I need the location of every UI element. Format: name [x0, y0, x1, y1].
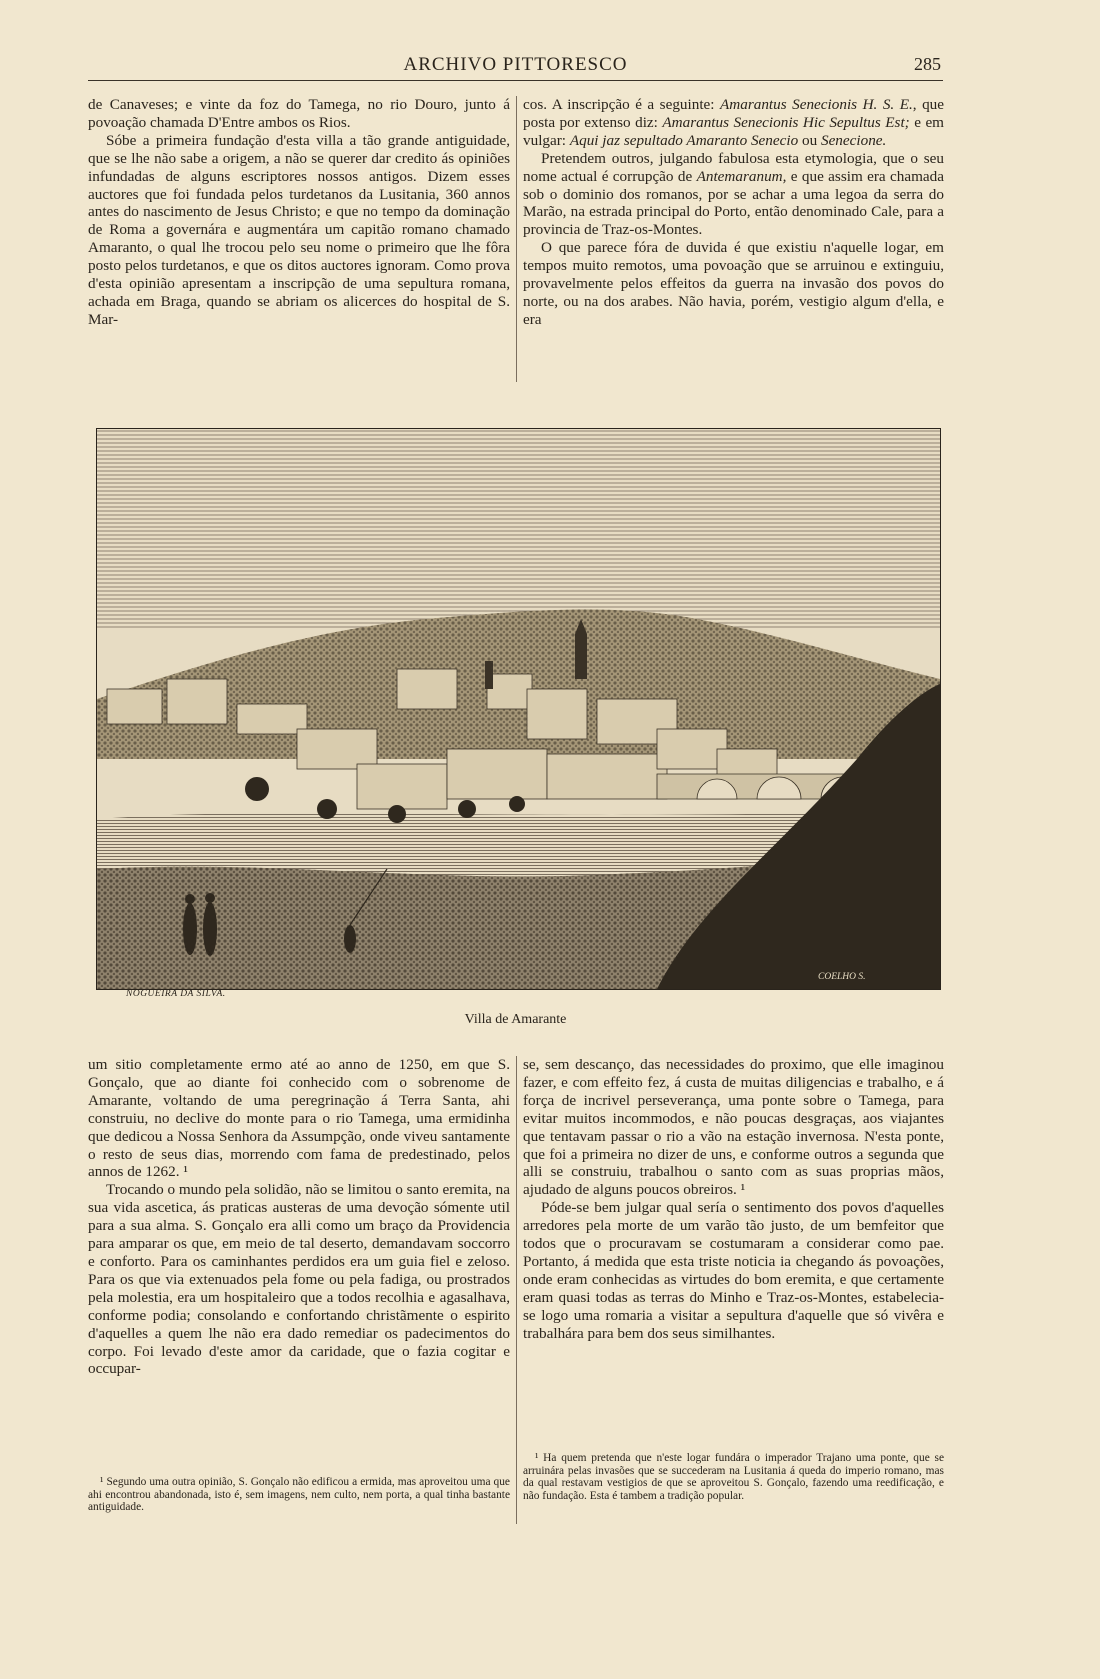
inscription-vulgar: Aqui jaz sepultado Amaranto Senecio [569, 131, 799, 149]
paragraph: Sóbe a primeira fundação d'esta villa a tão grande antiguidade, que se lhe não sabe a origem, a não se querer dar credito ás opiniões infundadas de alguns escriptores nossos antigos. Dizem esses auctores que foi fundada pelos turdetanos da Lusitania, 360 annos antes do nascimento de Jesus Christo; e que no tempo da dominação de Roma a governára e augmentára um capitão romano chamado Amaranto, o qual lhe trocou pelo seu nome o primeiro que lhe fôra posto pelos turdetanos, e que os ditos auctores ignoram. Como prova d'esta opinião apresentam a inscripção de uma sepultura romana, achada em Braga, quando se abriam os alicerces do hospital de S. Mar- [88, 131, 510, 328]
footnote-right [523, 1452, 944, 1502]
text-run: e que assim era chamada sob o dominio dos romanos, por se achar a uma legoa da serra do Marão, na estrada principal do Porto, então denominado Cale, para a provincia de Traz-os-Montes. [523, 167, 944, 239]
paragraph [523, 150, 944, 240]
inscription-latin: Amarantus Senecionis Hic Sepultus Est; [662, 113, 910, 131]
paragraph [523, 96, 944, 150]
journal-title: ARCHIVO PITTORESCO [403, 54, 628, 75]
top-left-column [88, 96, 510, 329]
inscription-name: Senecione. [820, 131, 887, 149]
page-number: 285 [914, 54, 941, 74]
footnote-text: ¹ Ha quem pretenda que n'este logar fundára o imperador Trajano uma ponte, que se arruinára pelas invasões que se succederam na Lusitania á queda do imperio romano, mas da qual restavam vestigios de que se aproveitou S. Gonçalo, fazendo uma reedificação, e não fundação. Esta é tambem a tradição popular. [523, 1452, 944, 1502]
text-run: cos. A inscripção é a seguinte: [523, 96, 720, 113]
engraving-illustration [97, 429, 940, 989]
paragraph: Póde-se bem julgar qual sería o sentimento dos povos d'aquelles arredores pela morte de um varão tão justo, de um bemfeitor que todos que o procuravam se costumaram a considerar como pae. Portanto, á medida que esta triste noticia ia chegando ás povoações, onde eram conhecidas as virtudes do bom eremita, e que certamente eram quasi todas as terras do Minho e Traz-os-Montes, estabelecia-se logo uma romaria a visitar a sepultura d'aquelle que só vivêra e trabalhára para bem dos seus similhantes. [523, 1199, 944, 1342]
top-right-column [523, 96, 944, 329]
text-run: ou [798, 131, 821, 149]
text-run: e em vulgar: [523, 113, 944, 149]
bottom-left-column [88, 1056, 510, 1378]
text-run: , que posta por extenso diz: [523, 96, 944, 131]
engraving-villa-de-amarante [96, 428, 941, 990]
paragraph: de Canaveses; e vinte da foz do Tamega, no rio Douro, junto á povoação chamada D'Entre ambos os Rios. [88, 96, 510, 131]
latin-term: Antemaranum, [696, 167, 787, 185]
footnote-left [88, 1476, 510, 1514]
running-header [88, 52, 943, 81]
column-divider [516, 96, 517, 382]
paragraph: um sitio completamente ermo até ao anno de 1250, em que S. Gonçalo, que ao diante foi conhecido com o sobrenome de Amarante, voltando de uma peregrinação á Terra Santa, ahi construiu, no declive do monte para o rio Tamega, uma ermidinha que dedicou a Nossa Senhora da Assumpção, onde viveu santamente o resto de seus dias, morrendo com fama de predestinado, pelos annos de 1262. ¹ [88, 1056, 510, 1181]
column-divider [516, 1056, 517, 1524]
paragraph: se, sem descanço, das necessidades do proximo, que elle imaginou fazer, e com effeito fez, á custa de muitas diligencias e trabalho, e á força de incrivel perseverança, uma ponte sobre o Tamega, para evitar muitos incommodos, e não poucas desgraças, aos viajantes que tentavam passar o rio a vão na estação invernosa. N'esta ponte, que foi a primeira no dizer de uns, e conforme outros a segunda que alli se construiu, trabalhou o santo com as suas proprias mãos, ajudado de alguns poucos obreiros. ¹ [523, 1056, 944, 1199]
paragraph: Trocando o mundo pela solidão, não se limitou o santo eremita, na sua vida ascetica, ás praticas austeras de uma devoção sómente util para a sua alma. S. Gonçalo era alli como um braço da Providencia para amparar os que, em meio de tal deserto, demandavam soccorro e conforto. Para os caminhantes perdidos era um guia fiel e zeloso. Para os que via extenuados pela fome ou pela fadiga, ou prostrados pela molestia, era um hospitaleiro que a todos recolhia e agasalhava, conforme podia; consolando e confortando christãmente o espirito d'aquelles a quem lhe não era dado remediar os padecimentos do corpo. Foi levado d'este amor da caridade, que o fazia cogitar e occupar- [88, 1181, 510, 1378]
paragraph: O que parece fóra de duvida é que existiu n'aquelle logar, em tempos muito remotos, uma povoação que se arruinou e extinguiu, provavelmente pelos effeitos da guerra na invasão dos povos do norte, ou na dos arabes. Não havia, porém, vestigio algum d'ella, e era [523, 239, 944, 328]
engraver-signature-right: COELHO S. [818, 972, 866, 982]
bottom-right-column [523, 1056, 944, 1343]
engraver-signature-left: NOGUEIRA DA SILVA. [126, 989, 226, 999]
inscription-abbrev: Amarantus Senecionis H. S. E. [719, 96, 913, 113]
figure-caption: Villa de Amarante [464, 1012, 567, 1027]
text-run: Pretendem outros, julgando fabulosa esta etymologia, que o seu nome actual é corrupção de [523, 149, 944, 185]
footnote-text: ¹ Segundo uma outra opinião, S. Gonçalo não edificou a ermida, mas aproveitou uma que ahi encontrou abandonada, isto é, sem imagens, nem culto, nem porta, a qual tinha bastante antiguidade. [88, 1476, 510, 1514]
